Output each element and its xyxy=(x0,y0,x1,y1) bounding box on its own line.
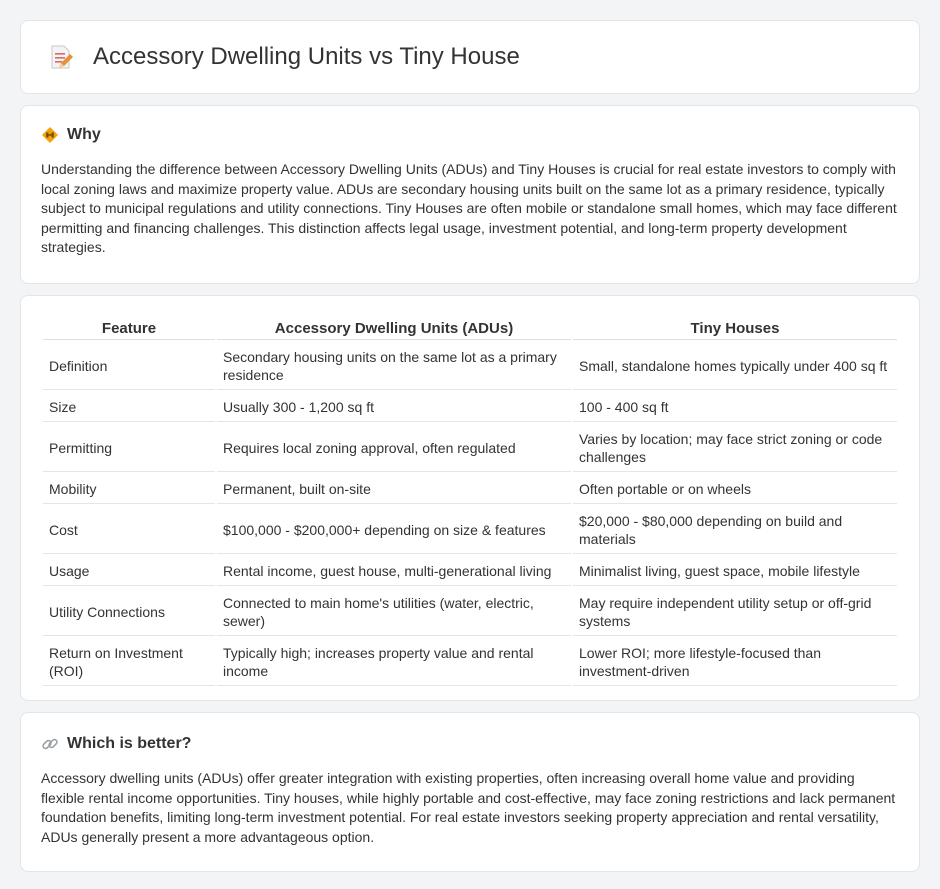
adu-cell: Requires local zoning approval, often regulated xyxy=(217,424,571,472)
better-heading: Which is better? xyxy=(67,735,192,752)
feature-cell: Permitting xyxy=(43,424,215,472)
better-text: Accessory dwelling units (ADUs) offer greater integration with existing properties, often increasing overall home value and providing flexible rental income opportunities. Tiny houses, while highly portable and cost-effective, may face zoning restrictions and lack permanent foundation benefits, limiting long-term investment potential. For real estate investors seeking property appreciation and rental versatility, ADUs generally present a more advantageous option. xyxy=(41,770,896,845)
tiny-house-cell: 100 - 400 sq ft xyxy=(573,392,897,422)
page-title: Accessory Dwelling Units vs Tiny House xyxy=(93,43,520,70)
tiny-house-cell: $20,000 - $80,000 depending on build and materials xyxy=(573,506,897,554)
why-card xyxy=(20,105,920,284)
table-row xyxy=(43,424,897,472)
tiny-house-cell: Often portable or on wheels xyxy=(573,474,897,504)
adu-cell: Rental income, guest house, multi-generational living xyxy=(217,556,571,586)
link-icon xyxy=(41,735,59,753)
feature-cell: Return on Investment (ROI) xyxy=(43,638,215,686)
better-header xyxy=(41,735,899,753)
table-row xyxy=(43,588,897,636)
table-row xyxy=(43,638,897,686)
feature-cell: Cost xyxy=(43,506,215,554)
tiny-house-cell: May require independent utility setup or off-grid systems xyxy=(573,588,897,636)
why-text: Understanding the difference between Accessory Dwelling Units (ADUs) and Tiny Houses is crucial for real estate investors to comply with local zoning laws and maximize property value. ADUs are secondary housing units built on the same lot as a primary residence, typically subject to municipal regulations and utility connections. Tiny Houses are often mobile or standalone small homes, which may face different permitting and financing challenges. This distinction affects legal usage, investment potential, and long-term property development strategies. xyxy=(41,161,897,255)
feature-cell: Utility Connections xyxy=(43,588,215,636)
adu-cell: Usually 300 - 1,200 sq ft xyxy=(217,392,571,422)
column-header-tiny-houses: Tiny Houses xyxy=(573,312,897,340)
tiny-house-cell: Lower ROI; more lifestyle-focused than investment-driven xyxy=(573,638,897,686)
table-row xyxy=(43,342,897,390)
feature-cell: Usage xyxy=(43,556,215,586)
table-row xyxy=(43,556,897,586)
warning-diamond-icon xyxy=(41,126,59,144)
why-heading: Why xyxy=(67,126,101,143)
comparison-table xyxy=(41,310,899,688)
adu-cell: $100,000 - $200,000+ depending on size & features xyxy=(217,506,571,554)
feature-cell: Mobility xyxy=(43,474,215,504)
adu-cell: Typically high; increases property value and rental income xyxy=(217,638,571,686)
column-header-feature: Feature xyxy=(43,312,215,340)
why-header xyxy=(41,126,899,144)
adu-cell: Secondary housing units on the same lot as a primary residence xyxy=(217,342,571,390)
table-row xyxy=(43,474,897,504)
adu-cell: Permanent, built on-site xyxy=(217,474,571,504)
which-is-better-card xyxy=(20,712,920,872)
table-row xyxy=(43,506,897,554)
column-header-adus: Accessory Dwelling Units (ADUs) xyxy=(217,312,571,340)
tiny-house-cell: Minimalist living, guest space, mobile lifestyle xyxy=(573,556,897,586)
tiny-house-cell: Small, standalone homes typically under 400 sq ft xyxy=(573,342,897,390)
document-pen-icon xyxy=(45,42,75,72)
feature-cell: Size xyxy=(43,392,215,422)
comparison-card xyxy=(20,295,920,701)
tiny-house-cell: Varies by location; may face strict zoning or code challenges xyxy=(573,424,897,472)
title-card xyxy=(20,20,920,94)
table-row xyxy=(43,392,897,422)
adu-cell: Connected to main home's utilities (water, electric, sewer) xyxy=(217,588,571,636)
table-header-row xyxy=(43,312,897,340)
feature-cell: Definition xyxy=(43,342,215,390)
